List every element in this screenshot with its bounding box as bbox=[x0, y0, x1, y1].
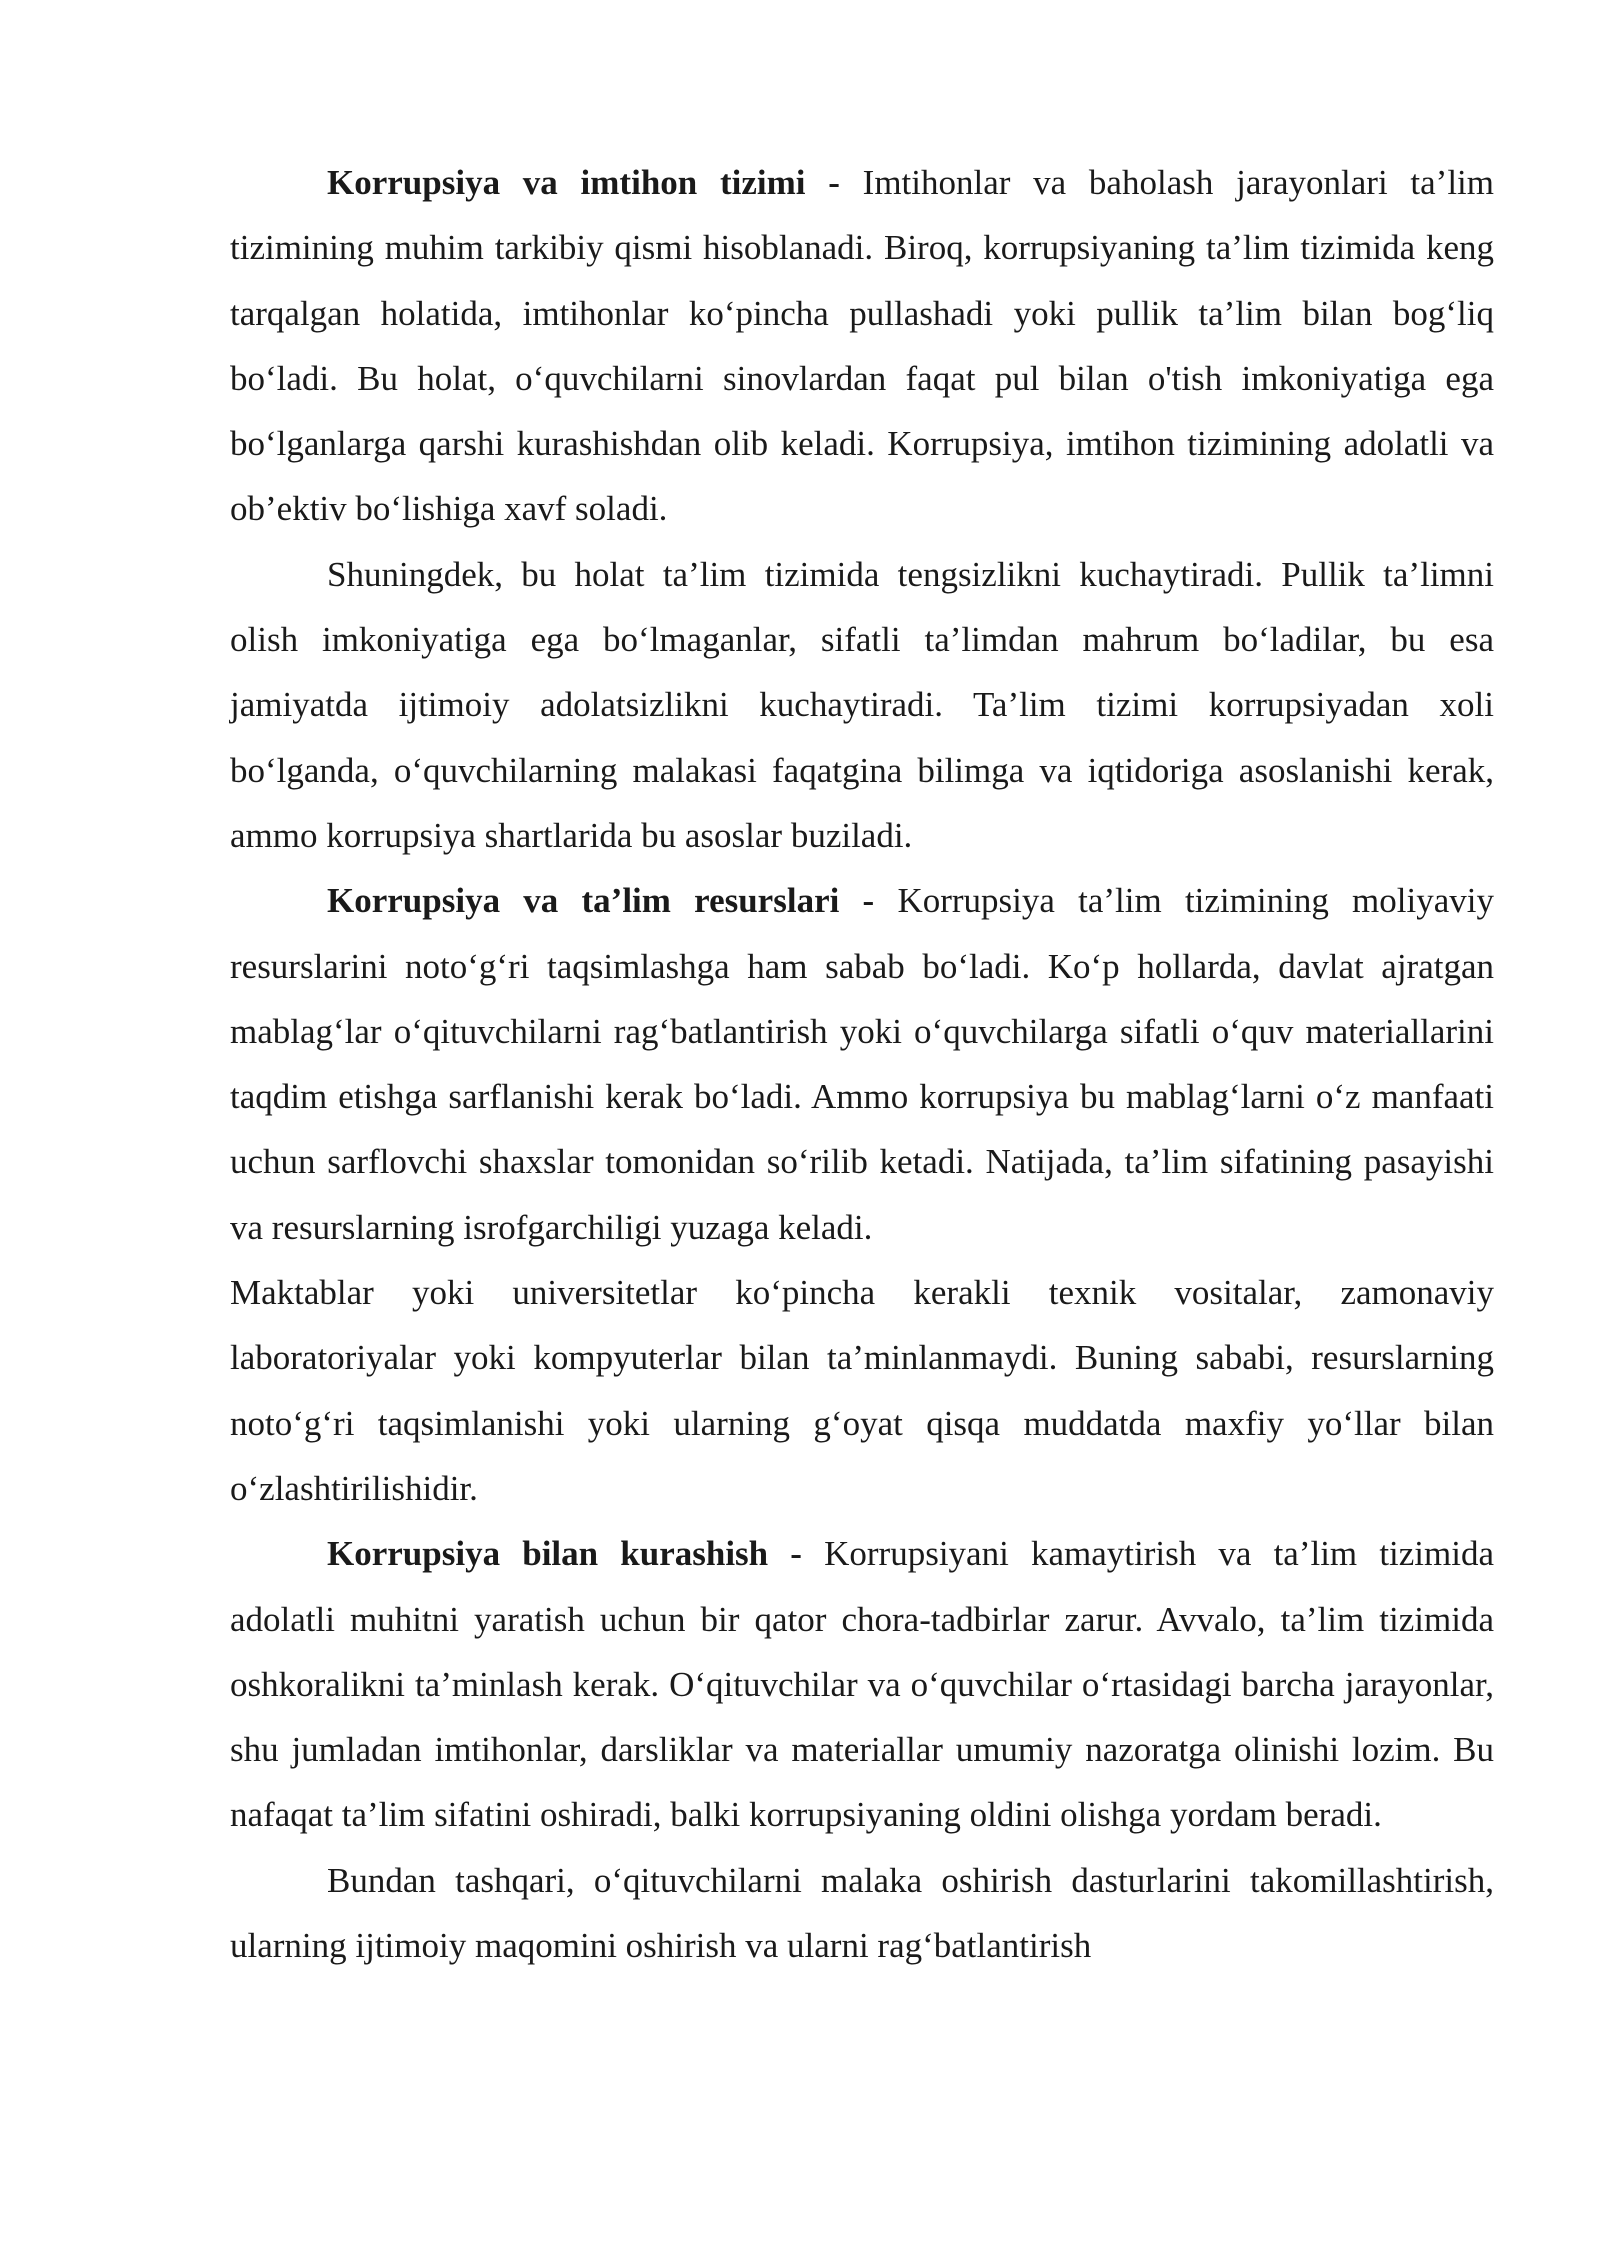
paragraph-text: Korrupsiya ta’lim tizimining moliyaviy resurslarini noto‘g‘ri taqsimlashga ham sabab bo‘ladi. Ko‘p hollarda, davlat ajratgan mablag‘lar o‘qituvchilarni rag‘batlantirish yoki o‘quvchilarga sifatli o‘quv materiallarini taqdim etishga sarflanishi kerak bo‘ladi. Ammo korrupsiya bu mablag‘larni o‘z manfaati uchun sarflovchi shaxslar tomonidan so‘rilib ketadi. Natijada, ta’lim sifatining pasayishi va resurslarning isrofgarchiligi yuzaga keladi. bbox=[230, 881, 1494, 1247]
section-heading-fighting-corruption: Korrupsiya bilan kurashish bbox=[327, 1534, 769, 1574]
section-heading-education-resources: Korrupsiya va ta’lim resurslari bbox=[327, 881, 840, 921]
paragraph-inequality bbox=[230, 542, 1494, 868]
section-heading-exam-system: Korrupsiya va imtihon tizimi bbox=[327, 163, 806, 202]
paragraph-education-resources bbox=[230, 868, 1494, 1260]
heading-separator: - bbox=[839, 881, 898, 921]
paragraph-teacher-training bbox=[230, 1848, 1494, 1979]
heading-separator: - bbox=[768, 1534, 825, 1574]
paragraph-fighting-corruption bbox=[230, 1521, 1494, 1847]
paragraph-text: Shuningdek, bu holat ta’lim tizimida tengsizlikni kuchaytiradi. Pullik ta’limni olish imkoniyatiga ega bo‘lmaganlar, sifatli ta’limdan mahrum bo‘ladilar, bu esa jamiyatda ijtimoiy adolatsizlikni kuchaytiradi. Ta’lim tizimi korrupsiyadan xoli bo‘lganda, o‘quvchilarning malakasi faqatgina bilimga va iqtidoriga asoslanishi kerak, ammo korrupsiya shartlarida bu asoslar buziladi. bbox=[230, 554, 1494, 855]
paragraph-equipment bbox=[230, 1260, 1494, 1521]
paragraph-text: Maktablar yoki universitetlar ko‘pincha kerakli texnik vositalar, zamonaviy laboratoriyalar yoki kompyuterlar bilan ta’minlanmaydi. Buning sababi, resurslarning noto‘g‘ri taqsimlanishi yoki ularning g‘oyat qisqa muddatda maxfiy yo‘llar bilan o‘zlashtirilishidir. bbox=[230, 1273, 1494, 1508]
paragraph-text: Korrupsiyani kamaytirish va ta’lim tizimida adolatli muhitni yaratish uchun bir qator chora-tadbirlar zarur. Avvalo, ta’lim tizimida oshkoralikni ta’minlash kerak. O‘qituvchilar va o‘quvchilar o‘rtasidagi barcha jarayonlar, shu jumladan imtihonlar, darsliklar va materiallar umumiy nazoratga olinishi lozim. Bu nafaqat ta’lim sifatini oshiradi, balki korrupsiyaning oldini olishga yordam beradi. bbox=[230, 1534, 1495, 1835]
document-page bbox=[230, 150, 1494, 1978]
paragraph-text: Bundan tashqari, o‘qituvchilarni malaka oshirish dasturlarini takomillashtirish, ularning ijtimoiy maqomini oshirish va ularni rag‘batlantirish bbox=[230, 1860, 1494, 1966]
paragraph-text: Imtihonlar va baholash jarayonlari ta’lim tizimining muhim tarkibiy qismi hisoblanadi. Biroq, korrupsiyaning ta’lim tizimida keng tarqalgan holatida, imtihonlar ko‘pincha pullashadi yoki pullik ta’lim bilan bog‘liq bo‘ladi. Bu holat, o‘quvchilarni sinovlardan faqat pul bilan o'tish imkoniyatiga ega bo‘lganlarga qarshi kurashishdan olib keladi. Korrupsiya, imtihon tizimining adolatli va ob’ektiv bo‘lishiga xavf soladi. bbox=[230, 163, 1495, 529]
paragraph-exam-system bbox=[230, 150, 1494, 542]
heading-separator: - bbox=[805, 163, 863, 202]
